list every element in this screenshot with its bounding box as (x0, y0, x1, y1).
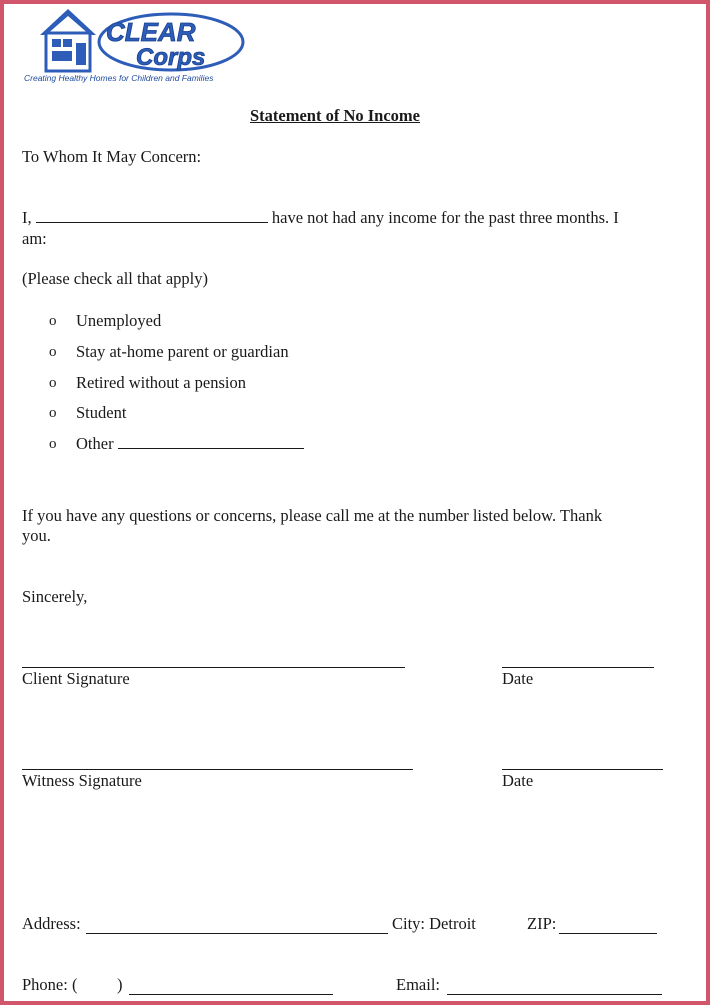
witness-date-line[interactable] (502, 769, 663, 770)
option-label: Stay at-home parent or guardian (76, 342, 289, 361)
statement-prefix: I, (22, 208, 32, 227)
statement-line2: am: (22, 229, 47, 248)
client-signature-label: Client Signature (22, 669, 130, 688)
closing-paragraph-line1: If you have any questions or concerns, please call me at the number listed below. Thank (22, 506, 603, 525)
document-title: Statement of No Income (250, 106, 421, 125)
brand-line1: CLEAR (106, 17, 196, 47)
statement-line (22, 208, 619, 228)
option-bullet-icon: o (49, 344, 57, 360)
option-label: Student (76, 403, 127, 422)
name-blank[interactable] (36, 208, 268, 223)
logo-tagline: Creating Healthy Homes for Children and Families (24, 73, 214, 83)
email-line[interactable] (447, 994, 662, 995)
phone-paren-close: ) (117, 975, 123, 994)
closing-paragraph-line2: you. (22, 526, 51, 545)
sign-off: Sincerely, (22, 587, 88, 606)
client-date-line[interactable] (502, 667, 654, 668)
client-date-label: Date (502, 669, 534, 688)
brand-line2: Corps (136, 44, 206, 71)
witness-signature-line[interactable] (22, 769, 413, 770)
option-bullet-icon: o (49, 375, 57, 391)
option-label (76, 434, 304, 454)
witness-date-label: Date (502, 771, 534, 790)
instruction: (Please check all that apply) (22, 269, 209, 288)
phone-label: Phone: ( (22, 975, 78, 994)
clear-corps-wordmark (96, 11, 246, 73)
option-bullet-icon: o (49, 405, 57, 421)
other-blank[interactable] (118, 434, 304, 449)
zip-label: ZIP: (527, 914, 557, 933)
city-label: City: Detroit (392, 914, 476, 933)
option-label: Unemployed (76, 311, 162, 330)
statement-suffix: have not had any income for the past three months. I (271, 208, 619, 227)
clear-corps-logo (20, 5, 260, 85)
witness-signature-label: Witness Signature (22, 771, 142, 790)
phone-line[interactable] (129, 994, 333, 995)
option-label: Retired without a pension (76, 373, 247, 392)
email-label: Email: (396, 975, 440, 994)
client-signature-line[interactable] (22, 667, 405, 668)
salutation: To Whom It May Concern: (22, 147, 202, 166)
option-bullet-icon: o (49, 436, 57, 452)
option-bullet-icon: o (49, 313, 57, 329)
other-label: Other (76, 434, 114, 453)
address-line[interactable] (86, 933, 388, 934)
address-label: Address: (22, 914, 81, 933)
zip-line[interactable] (559, 933, 657, 934)
house-icon (38, 5, 98, 73)
